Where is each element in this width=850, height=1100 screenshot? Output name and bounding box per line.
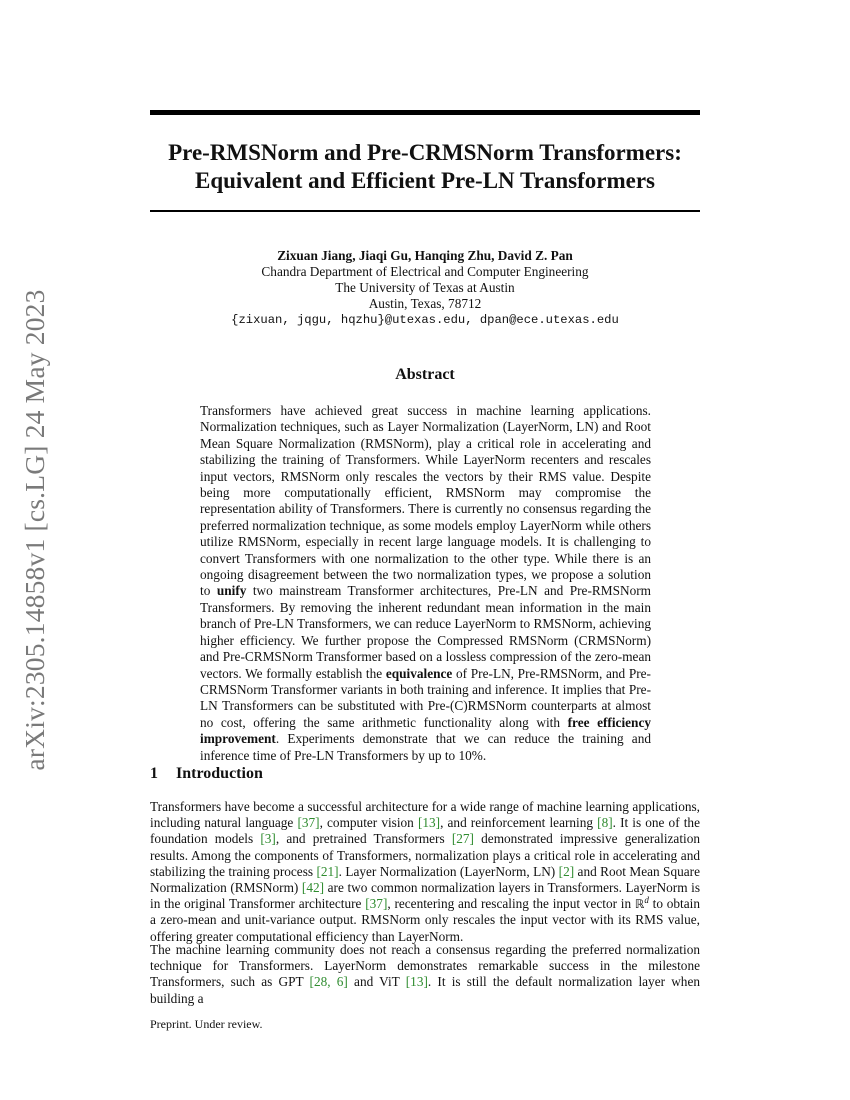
intro-paragraph-1 xyxy=(150,799,700,945)
title-line-1: Pre-RMSNorm and Pre-CRMSNorm Transformers: xyxy=(168,140,682,165)
abstract-text: . Experiments demonstrate that we can reduce the training and inference time of Pre-LN Transformers by up to 10%. xyxy=(200,731,651,763)
paragraph-text: . It is one of the foundation models xyxy=(150,815,700,847)
math-superscript-d: d xyxy=(644,895,649,906)
citation-link[interactable]: [37] xyxy=(297,815,320,831)
preprint-footer-note: Preprint. Under review. xyxy=(150,1017,263,1031)
abstract-emphasis-equivalence: equivalence xyxy=(385,665,453,681)
paragraph-text: , recentering and rescaling the input vector in xyxy=(387,896,635,912)
paragraph-text: and Root Mean Square Normalization (RMSNorm) xyxy=(150,863,700,896)
citation-link[interactable]: [2] xyxy=(558,863,575,879)
paragraph-text: . Layer Normalization (LayerNorm, LN) xyxy=(338,863,559,879)
citation-link[interactable]: [13] xyxy=(405,974,428,990)
section-number: 1 xyxy=(150,765,158,782)
abstract-text: two mainstream Transformer architectures, Pre-LN and Pre-RMSNorm Transformers. By removing the inherent redundant mean information in the main branch of Pre-LN Transformers, we can reduce LayerNorm to RMSNorm, achieving higher efficiency. We further propose the Compressed RMSNorm (CRMSNorm) and Pre-CRMSNorm Transformer based on a lossless compression of the zero-mean vectors. We formally establish the xyxy=(200,583,652,681)
author-block xyxy=(150,248,700,328)
author-address: Austin, Texas, 78712 xyxy=(368,296,482,311)
citation-link[interactable]: [3] xyxy=(260,831,276,847)
section-heading-introduction xyxy=(150,765,263,783)
abstract-text: of Pre-LN, Pre-RMSNorm, and Pre-CRMSNorm Transformer variants in both training and inference. It implies that Pre-LN Transformers can be substituted with Pre-(C)RMSNorm counterparts at almost no cost, offering the same arithmetic functionality along with xyxy=(200,665,651,730)
paragraph-text: demonstrated impressive generalization results. Among the components of Transformers, normalization plays a critical role in accelerating and stabilizing the training process xyxy=(150,831,701,879)
paragraph-text: and ViT xyxy=(347,974,406,990)
paragraph-text: . It is still the default normalization layer when building a xyxy=(150,974,701,1006)
citation-link[interactable]: [37] xyxy=(365,896,388,912)
arxiv-identifier-stamp xyxy=(10,280,60,780)
math-real-numbers-symbol: ℝ xyxy=(634,897,645,912)
paper-title xyxy=(150,139,700,195)
citation-link[interactable]: [27] xyxy=(451,831,474,847)
paragraph-text: Transformers have become a successful architecture for a wide range of machine learning applications, including natural language xyxy=(150,799,700,831)
paragraph-text: The machine learning community does not reach a consensus regarding the preferred normalization technique for Transformers. LayerNorm demonstrates remarkable success in the milestone Transformers, such as GPT xyxy=(150,942,700,990)
citation-link[interactable]: [21] xyxy=(316,863,339,879)
paragraph-text: , and reinforcement learning xyxy=(440,815,598,831)
citation-link[interactable]: [42] xyxy=(301,880,325,896)
abstract-body xyxy=(200,403,651,764)
abstract-text: Transformers have achieved great success in machine learning applications. Normalization techniques, such as Layer Normalization (LayerNorm, LN) and Root Mean Square Normalization (RMSNorm), play a critical role in accelerating and stabilizing the training of Transformers. While LayerNorm recenters and rescales input vectors, RMSNorm only rescales the vectors by their RMS value. Despite being more computationally efficient, RMSNorm may compromise the representation ability of Transformers. There is currently no consensus regarding the preferred normalization technique, as some models employ LayerNorm while others utilize RMSNorm, especially in recent large language models. It is challenging to convert Transformers with one normalization to the other type. While there is an ongoing disagreement between the two normalization types, we propose a solution to xyxy=(200,403,651,599)
intro-paragraph-2 xyxy=(150,942,700,1007)
title-top-rule xyxy=(150,110,700,115)
arxiv-stamp-text: arXiv:2305.14858v1 [cs.LG] 24 May 2023 xyxy=(19,289,50,771)
citation-link[interactable]: [13] xyxy=(417,815,441,831)
title-line-2: Equivalent and Efficient Pre-LN Transformers xyxy=(195,168,655,193)
abstract-emphasis-unify: unify xyxy=(216,583,247,599)
paragraph-text: , computer vision xyxy=(319,815,418,831)
title-bottom-rule xyxy=(150,210,700,212)
author-university: The University of Texas at Austin xyxy=(335,280,515,295)
abstract-emphasis-efficiency: free efficiency improvement xyxy=(200,714,651,747)
author-emails: {zixuan, jqgu, hqzhu}@utexas.edu, dpan@ece.utexas.edu xyxy=(231,313,619,327)
author-names: Zixuan Jiang, Jiaqi Gu, Hanqing Zhu, David Z. Pan xyxy=(277,248,573,263)
paragraph-text: to obtain a zero-mean and unit-variance output. RMSNorm only rescales the input vector with its RMS value, offering greater computational efficiency than LayerNorm. xyxy=(150,896,700,944)
abstract-heading: Abstract xyxy=(395,366,455,383)
paragraph-text: are two common normalization layers in Transformers. LayerNorm is in the original Transformer architecture xyxy=(150,880,701,912)
author-department: Chandra Department of Electrical and Computer Engineering xyxy=(261,264,589,279)
section-title: Introduction xyxy=(176,765,263,782)
paragraph-text: , and pretrained Transformers xyxy=(275,831,452,847)
citation-link[interactable]: [8] xyxy=(597,815,613,831)
citation-link[interactable]: [28, 6] xyxy=(309,974,348,990)
